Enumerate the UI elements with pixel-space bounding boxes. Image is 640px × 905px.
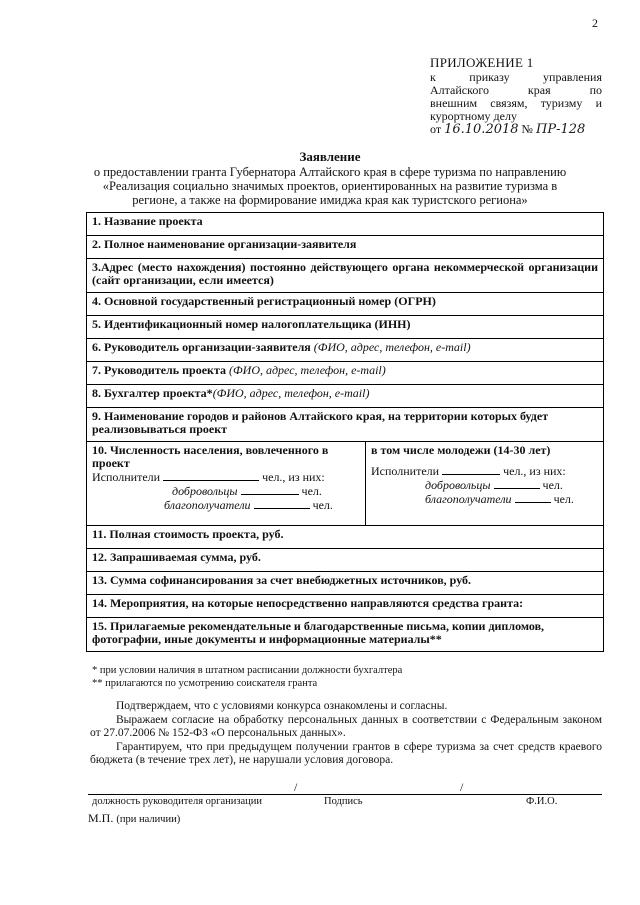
executors-blank[interactable] [163,470,259,481]
number-label: № [521,122,533,136]
row-youth[interactable] [366,442,604,526]
row-org-head[interactable] [87,339,604,362]
signature-separator: / [294,780,298,794]
row-population[interactable] [87,442,366,526]
appendix-line: к приказу управления [430,70,602,84]
document-heading [60,150,600,207]
row-attachments[interactable]: 15. Прилагаемые рекомендательные и благодарственные письма, копии дипломов, фотографии, иные документы и информационные материалы** [87,618,604,652]
row-project-name[interactable]: 1. Название проекта [87,213,604,236]
appendix-date-line [430,123,602,136]
position-label: должность руководителя организации [92,796,263,807]
row-hint: (ФИО, адрес, телефон, e-mail) [313,340,471,354]
footnote-accountant: * при условии наличия в штатном расписании должности бухгалтера [92,665,403,676]
appendix-line: курортному делу [430,109,517,123]
footnote-attachments: ** прилагаются по усмотрению соискателя гранта [92,678,318,689]
document-title: Заявление [299,149,361,164]
handwritten-number: ПР-128 [535,122,586,137]
youth-volunteers-line: добровольцы чел. [425,478,563,492]
youth-volunteers-blank[interactable] [494,478,540,489]
heading-line: «Реализация социально значимых проектов, ориентированных на развитие туризма в [102,179,558,193]
youth-label: в том числе молодежи (14-30 лет) [371,443,551,457]
row-address[interactable]: 3.Адрес (место нахождения) постоянно действующего органа некоммерческой организации (сайт организации, если имеется) [87,259,604,293]
row-organization-name[interactable]: 2. Полное наименование организации-заявителя [87,236,604,259]
row-cofinancing[interactable]: 13. Сумма софинансирования за счет внебюджетных источников, руб. [87,572,604,595]
application-form-table [86,212,604,652]
row-ogrn[interactable]: 4. Основной государственный регистрационный номер (ОГРН) [87,293,604,316]
row-requested-sum[interactable]: 12. Запрашиваемая сумма, руб. [87,549,604,572]
youth-beneficiaries-blank[interactable] [515,492,551,503]
appendix-line: Алтайского края по [430,83,602,97]
volunteers-line: добровольцы чел. [172,484,322,498]
row-hint: (ФИО, адрес, телефон, e-mail) [229,363,386,377]
row-activities[interactable]: 14. Мероприятия, на которые непосредственно направляются средства гранта: [87,595,604,618]
sign-label: Подпись [324,796,363,807]
row-project-head[interactable] [87,362,604,385]
beneficiaries-blank[interactable] [254,498,310,509]
handwritten-date: 16.10.2018 [444,122,519,137]
heading-line: о предоставлении гранта Губернатора Алтайского края в сфере туризма по направлению [93,165,567,179]
stamp-place [88,811,180,826]
row-accountant[interactable] [87,385,604,408]
name-label: Ф.И.О. [526,796,558,807]
youth-executors-blank[interactable] [442,464,500,475]
signature-line[interactable] [88,794,602,795]
population-label: 10. Численность населения, вовлеченного в проект [92,443,329,470]
consent-paragraph: Выражаем согласие на обработку персональных данных в соответствии с Федеральным законом от 27.07.2006 № 152-ФЗ «О персональных данных». [90,713,602,739]
stamp-label: М.П. [88,811,114,825]
row-inn[interactable]: 5. Идентификационный номер налогоплательщика (ИНН) [87,316,604,339]
youth-beneficiaries-line: благополучатели чел. [425,492,574,506]
appendix-line: внешним связям, туризму и [430,96,602,110]
youth-executors-line: Исполнители чел., из них: [371,464,566,478]
stamp-note: (при наличии) [116,814,181,825]
executors-line: Исполнители чел., из них: [92,470,325,484]
beneficiaries-line: благополучатели чел. [164,498,333,512]
appendix-title: ПРИЛОЖЕНИЕ 1 [430,55,534,70]
page-number: 2 [592,16,598,30]
row-label: 8. Бухгалтер проекта* [92,386,213,400]
confirm-paragraph: Подтверждаем, что с условиями конкурса ознакомлены и согласны. [116,700,448,712]
appendix-block [430,56,602,136]
row-territories[interactable]: 9. Наименование городов и районов Алтайского края, на территории которых будет реализовываться проект [87,408,604,442]
heading-line: регионе, а также на формирование имиджа края как туристского региона» [132,193,528,207]
footnotes [92,664,402,690]
volunteers-blank[interactable] [241,484,299,495]
from-label: от [430,122,442,136]
guarantee-paragraph: Гарантируем, что при предыдущем получении грантов в сфере туризма за счет средств краевого бюджета (в течение трех лет), не нарушали условия договора. [90,740,602,766]
confirmation-text [90,700,602,768]
row-label: 6. Руководитель организации-заявителя [92,340,311,354]
row-hint: (ФИО, адрес, телефон, e-mail) [212,386,370,400]
row-label: 7. Руководитель проекта [92,363,226,377]
row-total-cost[interactable]: 11. Полная стоимость проекта, руб. [87,526,604,549]
signature-separator: / [460,780,464,794]
